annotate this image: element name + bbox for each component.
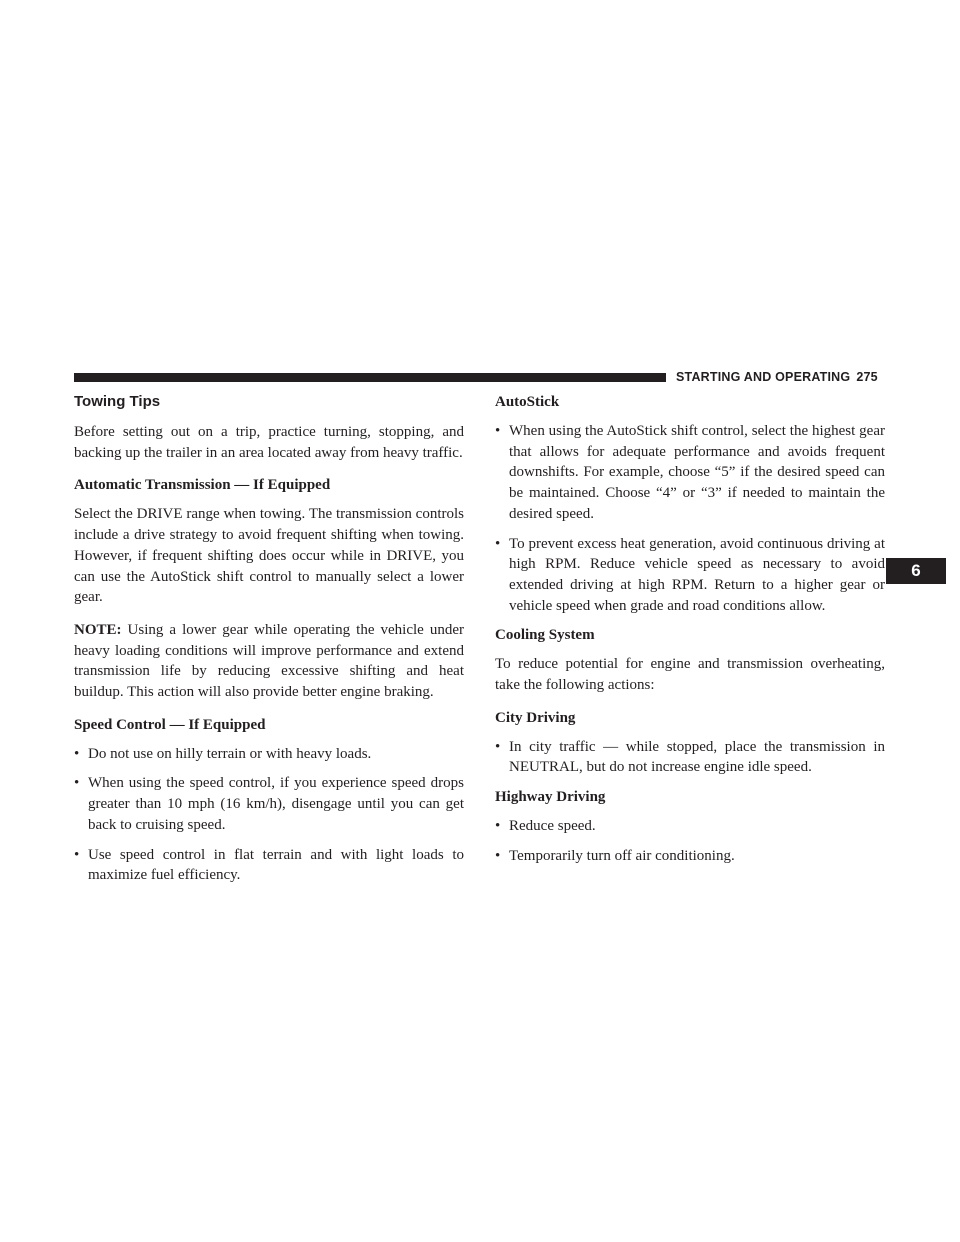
heading-autostick: AutoStick: [495, 394, 560, 410]
bullet-icon: •: [495, 847, 501, 864]
list-item: • In city traffic — while stopped, place the transmission in NEUTRAL, but do not increase engine idle speed.: [495, 738, 885, 776]
section-name: STARTING AND OPERATING: [676, 370, 851, 384]
heading-highway-driving: Highway Driving: [495, 789, 606, 806]
city-driving-list: [495, 737, 885, 778]
list-item: • To prevent excess heat generation, avoid continuous driving at high RPM. Reduce vehicle speed as necessary to avoid extended driving at high RPM. Return to a higher gear or vehicle speed when grade and road conditions allow.: [495, 535, 885, 614]
header-rule: [74, 373, 666, 382]
right-column: [495, 392, 885, 876]
towing-intro: Before setting out on a trip, practice turning, stopping, and backing up the trailer in an area located away from heavy traffic.: [74, 424, 464, 461]
running-header: [676, 370, 878, 384]
speed-control-list: [74, 744, 464, 886]
list-item: • When using the AutoStick shift control, select the highest gear that allows for adequate performance and avoids frequent downshifts. For example, choose “5” if the desired speed can be maintained. Choose “4” or “3” if needed to maintain the desired speed.: [495, 423, 885, 522]
note-label: NOTE:: [74, 621, 122, 638]
heading-cooling-system: Cooling System: [495, 627, 595, 644]
bullet-icon: •: [495, 818, 501, 835]
heading-city-driving: City Driving: [495, 709, 576, 726]
left-column: [74, 392, 464, 895]
list-item: • Temporarily turn off air conditioning.: [495, 846, 885, 867]
chapter-tab: 6: [886, 558, 946, 584]
heading-automatic-transmission: Automatic Transmission — If Equipped: [74, 477, 331, 494]
bullet-icon: •: [495, 535, 501, 552]
bullet-icon: •: [74, 775, 80, 792]
list-item: • When using the speed control, if you experience speed drops greater than 10 mph (16 km/h), disengage until you can get back to cruising speed.: [74, 775, 464, 833]
automatic-transmission-body: Select the DRIVE range when towing. The transmission controls include a drive strategy to avoid frequent shifting when towing. However, if frequent shifting does occur while in DRIVE, you can use the AutoStick shift control to manually select a lower gear.: [74, 506, 464, 606]
bullet-icon: •: [495, 423, 501, 439]
note-paragraph: [74, 620, 464, 703]
bullet-icon: •: [74, 846, 80, 863]
section-title-towing-tips: Towing Tips: [74, 393, 161, 410]
highway-driving-list: [495, 816, 885, 866]
note-body: Using a lower gear while operating the vehicle under heavy loading conditions will improve performance and extend transmission life by reducing excessive shifting and heat buildup. This action will also provide better engine braking.: [74, 621, 464, 701]
list-item: • Use speed control in flat terrain and with light loads to maximize fuel efficiency.: [74, 846, 464, 884]
heading-speed-control: Speed Control — If Equipped: [74, 716, 266, 733]
list-item: • Reduce speed.: [495, 816, 885, 837]
page-number: 275: [856, 370, 878, 384]
bullet-icon: •: [495, 738, 501, 755]
list-item: • Do not use on hilly terrain or with heavy loads.: [74, 744, 464, 765]
bullet-icon: •: [74, 745, 80, 762]
cooling-system-body: To reduce potential for engine and transmission overheating, take the following actions:: [495, 656, 885, 694]
autostick-list: [495, 421, 885, 616]
